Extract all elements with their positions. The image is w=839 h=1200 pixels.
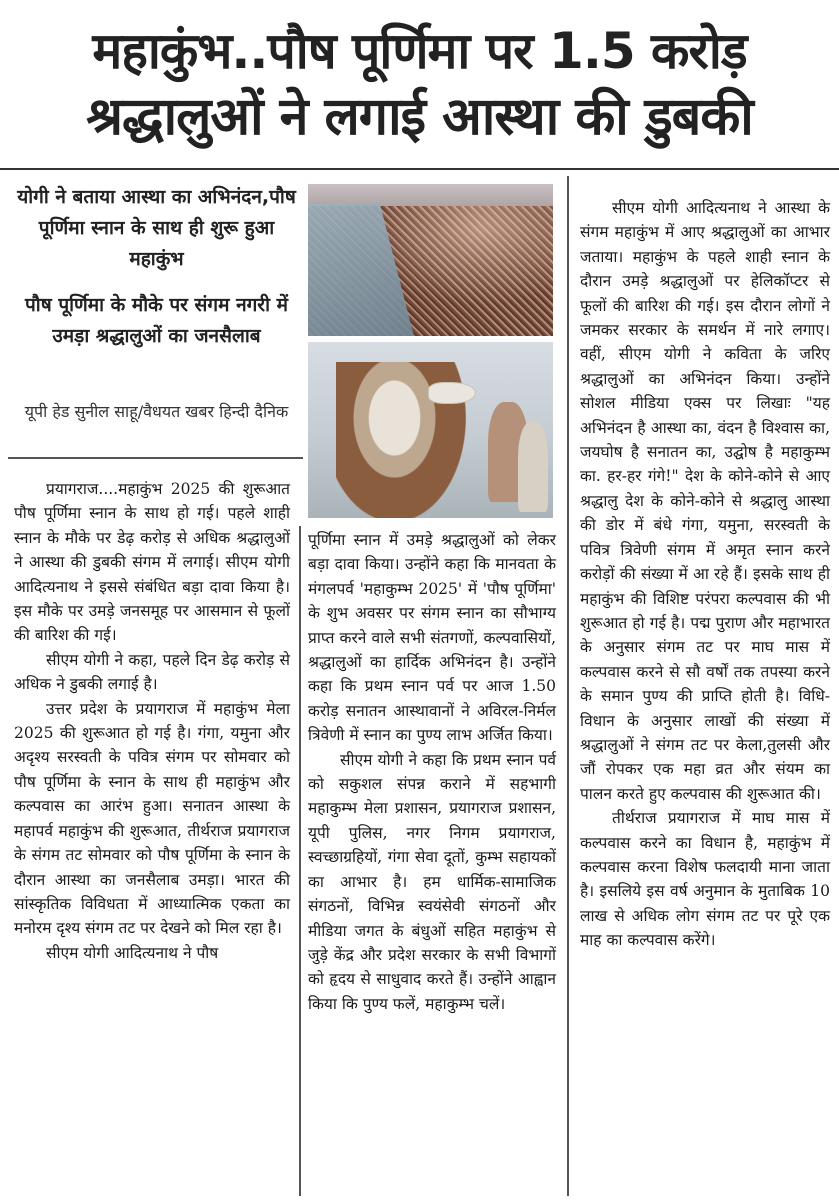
subheading-1: योगी ने बताया आस्था का अभिनंदन,पौष पूर्णिमा स्नान के साथ ही शुरू हुआ महाकुंभ xyxy=(17,186,296,270)
article-column-1 xyxy=(14,477,290,965)
paragraph: सीएम योगी आदित्यनाथ ने आस्था के संगम महाकुंभ में आए श्रद्धालुओं का आभार जताया। महाकुंभ के पहले शाही स्नान के दौरान उमड़े श्रद्धालुओं पर हेलिकॉप्टर से फूलों की बारिश की गई। इस दौरान लोगों ने जमकर सरकार के समर्थन में नारे लगाए। वहीं, सीएम योगी ने कविता के जरिए श्रद्धालुओं का अभिनंदन किया। उन्होंने सोशल मीडिया एक्स पर लिखाः "यह अभिनंदन है आस्था का, वंदन है विश्वास का, जयघोष है सनातन का, उद्घोष है महाकुम्भ का. हर-हर गंगे!" देश के कोने-कोने से आए श्रद्धालु देश के कोने-कोने से श्रद्धालु आस्था की डोर में बंधे गंगा, यमुना, सरस्वती के पवित्र त्रिवेणी संगम में अमृत स्नान करने करोड़ों की संख्या में आ रहे हैं। इसके साथ ही महाकुंभ की विशिष्ट परंपरा कल्पवास की भी शुरूआत हो गई है। पद्म पुराण और महाभारत के अनुसार संगम तट पर माघ मास में कल्पवास करने से सौ वर्षों तक तपस्या करने के समान पुण्य की प्राप्ति होती है। विधि-विधान के अनुसार लाखों की संख्या में श्रद्धालुओं ने संगम तट पर केला,तुलसी और जौं रोपकर एक महा व्रत और संयम का पालन करते हुए कल्पवास की शुरूआत की। xyxy=(580,199,830,803)
byline-divider xyxy=(8,457,303,459)
article-column-2 xyxy=(308,528,556,1016)
column-divider-right xyxy=(567,176,569,1196)
article-column-3 xyxy=(580,196,830,953)
paragraph: तीर्थराज प्रयागराज में माघ मास में कल्पवास करने का विधान है, महाकुंभ में कल्पवास करना विशेष फलदायी माना जाता है। इसलिये इस वर्ष अनुमान के मुताबिक 10 लाख से अधिक लोग संगम तट पर पूरे एक माह का कल्पवास करेंगे। xyxy=(580,809,830,950)
subheading-2: पौष पूर्णिमा के मौके पर संगम नगरी में उमड़ा श्रद्धालुओं का जनसैलाब xyxy=(25,294,288,347)
paragraph: पूर्णिमा स्नान में उमड़े श्रद्धालुओं को लेकर बड़ा दावा किया। उन्होंने कहा कि मानवता के मंगलपर्व 'महाकुम्भ 2025' में 'पौष पूर्णिमा' के शुभ अवसर पर संगम स्नान का सौभाग्य प्राप्त करने वाले सभी संतगणों, कल्पवासियों, श्रद्धालुओं का हार्दिक अभिनंदन है। उन्होंने कहा कि प्रथम स्नान पर्व पर आज 1.50 करोड़ सनातन आस्थावानों ने अविरल-निर्मल त्रिवेणी में स्नान का पुण्य लाभ अर्जित किया। xyxy=(308,531,556,745)
headline-line-1: महाकुंभ..पौष पूर्णिमा पर 1.5 करोड़ xyxy=(92,22,747,80)
paragraph: सीएम योगी ने कहा कि प्रथम स्नान पर्व को सकुशल संपन्न कराने में सहभागी महाकुम्भ मेला प्रशासन, प्रयागराज प्रशासन, यूपी पुलिस, नगर निगम प्रयागराज, स्वच्छाग्रहियों, गंगा सेवा दूतों, कुम्भ सहायकों का आभार है। हम धार्मिक-सामाजिक संगठनों, विभिन्न स्वयंसेवी संगठनों और मीडिया जगत के बंधुओं सहित महाकुंभ से जुड़े केंद्र और प्रदेश सरकार के सभी विभागों को हृदय से साधुवाद करते हैं। उन्होंने आह्वान किया कि पुण्य फलें, महाकुम्भ चलें। xyxy=(308,750,556,1013)
paragraph: सीएम योगी ने कहा, पहले दिन डेढ़ करोड़ से अधिक ने डुबकी लगाई है। xyxy=(14,650,290,694)
headline xyxy=(0,18,839,150)
headline-line-2: श्रद्धालुओं ने लगाई आस्था की डुबकी xyxy=(86,87,753,147)
photo-river xyxy=(308,204,428,336)
photo-conch xyxy=(428,382,476,404)
photo-sky xyxy=(308,184,553,206)
byline: यूपी हेड सुनील साहू/वैधयत खबर हिन्दी दैनिक xyxy=(24,402,289,421)
photo-bather-2 xyxy=(518,422,548,512)
sadhu-conch-photo xyxy=(308,342,553,518)
headline-rule xyxy=(0,168,839,170)
paragraph: सीएम योगी आदित्यनाथ ने पौष xyxy=(46,943,219,962)
paragraph: प्रयागराज....महाकुंभ 2025 की शुरूआत पौष पूर्णिमा स्नान के साथ हो गई। पहले शाही स्नान के मौके पर डेढ़ करोड़ से अधिक श्रद्धालुओं ने आस्था की डुबकी संगम में लगाई। सीएम योगी आदित्यनाथ ने इससे संबंधित बड़ा दावा किया है। इस मौके पर उमड़े जनसमूह पर आसमान से फूलों की बारिश की गई। xyxy=(14,480,290,645)
paragraph: उत्तर प्रदेश के प्रयागराज में महाकुंभ मेला 2025 की शुरूआत हो गई है। गंगा, यमुना और अदृश्य सरस्वती के पवित्र संगम पर सोमवार को पौष पूर्णिमा के स्नान के साथ ही महाकुंभ और कल्पवास का आरंभ हुआ। सनातन आस्था के महापर्व महाकुंभ की शुरूआत, तीर्थराज प्रयागराज के संगम तट सोमवार को पौष पूर्णिमा के स्नान के दौरान आस्था का जनसैलाब उमड़ा। भारत की सांस्कृतिक विविधता में आध्यात्मिक एकता का मनोरम दृश्य संगम तट पर देखने को मिल रहा है। xyxy=(14,699,290,938)
crowd-aerial-photo xyxy=(308,184,553,336)
column-divider-left xyxy=(299,526,301,1196)
